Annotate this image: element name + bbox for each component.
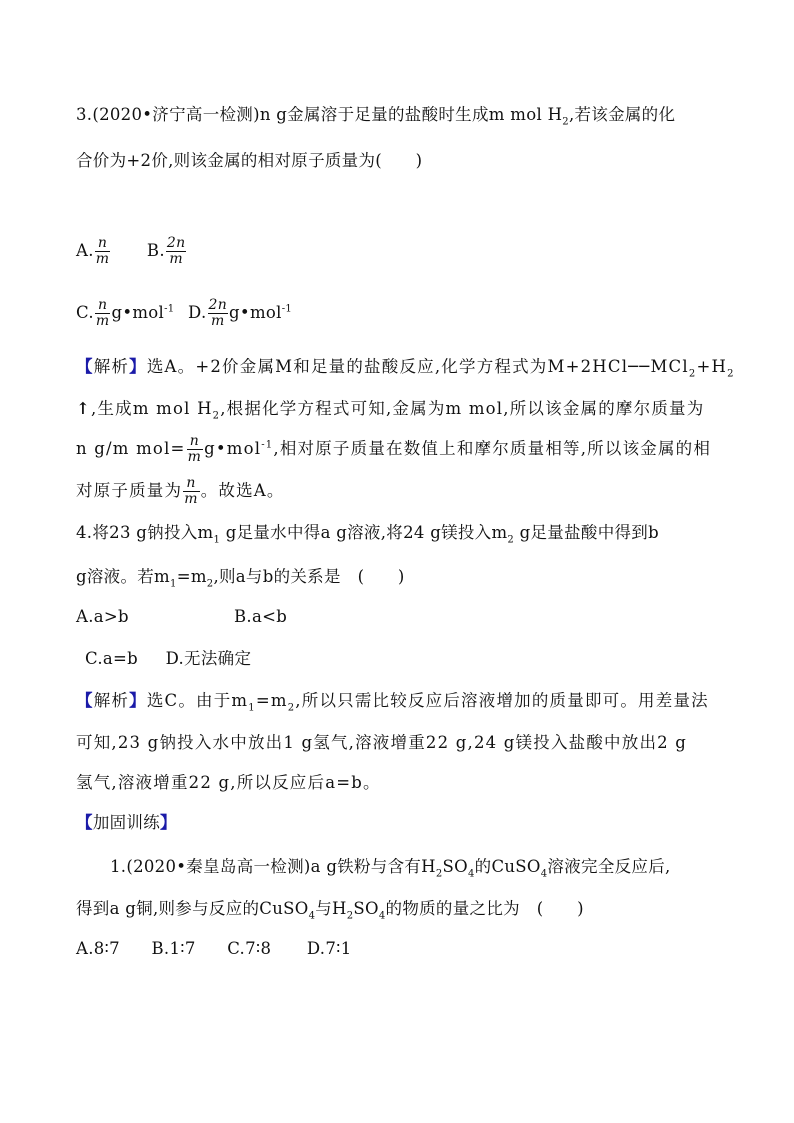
q3-analysis-line4 (76, 476, 285, 507)
analysis-text: 选C。由于m (146, 691, 249, 710)
analysis-tag: 解析 (93, 357, 130, 376)
q3-stem-line2: 合价为+2价,则该金属的相对原子质量为( ) (76, 151, 423, 170)
analysis-text: n g/m mol= (76, 439, 186, 458)
r1-stem-text: 得到a g铜,则参与反应的CuSO (76, 899, 309, 918)
subscript: 2 (507, 534, 515, 546)
q4-stem-line1 (76, 522, 659, 544)
fraction (95, 236, 111, 267)
subscript: 4 (540, 868, 548, 880)
option-label: C. (76, 303, 94, 322)
analysis-text: g•mol (204, 439, 262, 458)
r1-stem-line1 (110, 856, 671, 878)
r1-stem-text: 的CuSO (474, 857, 541, 876)
subscript: 2 (688, 368, 697, 380)
superscript: -1 (164, 303, 175, 315)
denominator: m (184, 491, 199, 507)
q4-options-ab (76, 606, 288, 628)
q3-analysis-line3 (76, 434, 711, 465)
analysis-text: =m (255, 691, 288, 710)
analysis-text: 。故选A。 (200, 481, 285, 500)
fraction (187, 434, 203, 465)
superscript: -1 (261, 439, 274, 451)
subscript: 2 (562, 116, 569, 128)
numerator: n (187, 434, 203, 450)
q3-stem-text: ,若该金属的化 (568, 105, 676, 124)
q3-options-cd (76, 298, 292, 329)
q4-option-a: A.a>b (76, 607, 129, 626)
q3-stem-text: 3.(2020•济宁高一检测)n g金属溶于足量的盐酸时生成m mol H (76, 105, 563, 124)
q4-options-cd (85, 648, 251, 670)
analysis-text: ,根据化学方程式可知,金属为m mol,所以该金属的摩尔质量为 (220, 399, 705, 418)
section-title: 加固训练 (92, 813, 161, 832)
analysis-text: 对原子质量为 (76, 481, 183, 500)
q3-analysis-line2 (76, 398, 704, 420)
analysis-text: +H (696, 357, 728, 376)
bracket-close: 】 (129, 357, 147, 376)
numerator: n (183, 476, 199, 492)
fraction (183, 476, 199, 507)
option-label: A. (76, 241, 94, 260)
q4-option-b: B.a<b (234, 607, 288, 626)
bracket-open: 【 (76, 357, 94, 376)
superscript: -1 (281, 303, 293, 315)
bracket-close: 】 (160, 813, 177, 832)
denominator: m (95, 313, 110, 329)
analysis-text: 选A。+2价金属M和足量的盐酸反应,化学方程式为M+2HCl──MCl (146, 357, 689, 376)
q4-stem-text: g足量盐酸中得到b (514, 523, 659, 542)
subscript: 2 (346, 910, 354, 922)
r1-stem-text: 溶液完全反应后, (547, 857, 671, 876)
r1-stem-text: 的物质的量之比为 ( ) (385, 899, 584, 918)
analysis-tag: 解析 (93, 691, 130, 710)
r1-option-d: D.7∶1 (306, 939, 352, 958)
denominator: m (210, 313, 225, 329)
q3-options-ab (76, 236, 187, 267)
q4-stem-line2 (76, 566, 405, 588)
r1-stem-text: 与H (315, 899, 347, 918)
q4-stem-text: g足量水中得a g溶液,将24 g镁投入m (220, 523, 508, 542)
r1-option-b: B.1∶7 (151, 939, 196, 958)
subscript: 4 (467, 868, 475, 880)
subscript: 2 (727, 368, 735, 380)
r1-option-c: C.7∶8 (227, 939, 272, 958)
denominator: m (169, 251, 183, 267)
subscript: 4 (378, 910, 386, 922)
subscript: 4 (308, 910, 316, 922)
r1-stem-text: SO (442, 857, 468, 876)
q4-stem-text: =m (176, 567, 207, 586)
numerator: 2n (208, 297, 228, 313)
q4-analysis-line3: 氢气,溶液增重22 g,所以反应后a=b。 (76, 773, 381, 792)
q4-analysis-line2: 可知,23 g钠投入水中放出1 g氢气,溶液增重22 g,24 g镁投入盐酸中放出2 g (76, 733, 688, 752)
analysis-text: ,生成m mol H (91, 399, 213, 418)
q3-option-d (188, 298, 292, 329)
r1-option-a: A.8∶7 (76, 939, 120, 958)
q3-option-b (147, 236, 188, 267)
subscript: 2 (212, 410, 221, 422)
bracket-open: 【 (76, 813, 93, 832)
q4-analysis-line1 (76, 690, 709, 712)
q3-analysis-line1 (76, 356, 735, 378)
r1-stem-line2 (76, 898, 584, 920)
subscript: 2 (206, 578, 214, 590)
q4-option-c: C.a=b (85, 649, 139, 668)
q3-option-c (76, 298, 174, 329)
q4-option-d: D.无法确定 (165, 649, 252, 668)
r1-options (76, 938, 352, 960)
r1-stem-text: 1.(2020•秦皇岛高一检测)a g铁粉与含有H (110, 857, 436, 876)
unit: g•mol (229, 303, 282, 322)
option-label: D. (188, 303, 207, 322)
unit: g•mol (111, 303, 165, 322)
fraction (95, 298, 111, 329)
numerator: n (95, 298, 111, 314)
numerator: n (95, 236, 111, 252)
bracket-close: 】 (129, 691, 147, 710)
q3-option-a (76, 236, 111, 267)
numerator: 2n (166, 235, 186, 251)
denominator: m (187, 449, 203, 465)
reinforcement-heading (76, 812, 177, 834)
q3-stem-line1 (76, 104, 675, 126)
bracket-open: 【 (76, 691, 94, 710)
r1-stem-text: SO (353, 899, 379, 918)
subscript: 1 (213, 534, 221, 546)
subscript: 1 (170, 578, 177, 590)
fraction (208, 298, 229, 329)
option-label: B. (146, 241, 165, 260)
subscript: 2 (435, 868, 443, 880)
subscript: 2 (287, 702, 296, 714)
q4-stem-text: g溶液。若m (76, 567, 171, 586)
q4-stem-text: ,则a与b的关系是 ( ) (213, 567, 405, 586)
up-arrow-icon: ↑ (76, 399, 92, 418)
q4-stem-text: 4.将23 g钠投入m (76, 523, 214, 542)
subscript: 1 (248, 702, 256, 714)
analysis-text: ,相对原子质量在数值上和摩尔质量相等,所以该金属的相 (273, 439, 712, 458)
denominator: m (95, 251, 110, 267)
analysis-text: ,所以只需比较反应后溶液增加的质量即可。用差量法 (295, 691, 709, 710)
fraction (166, 236, 187, 267)
